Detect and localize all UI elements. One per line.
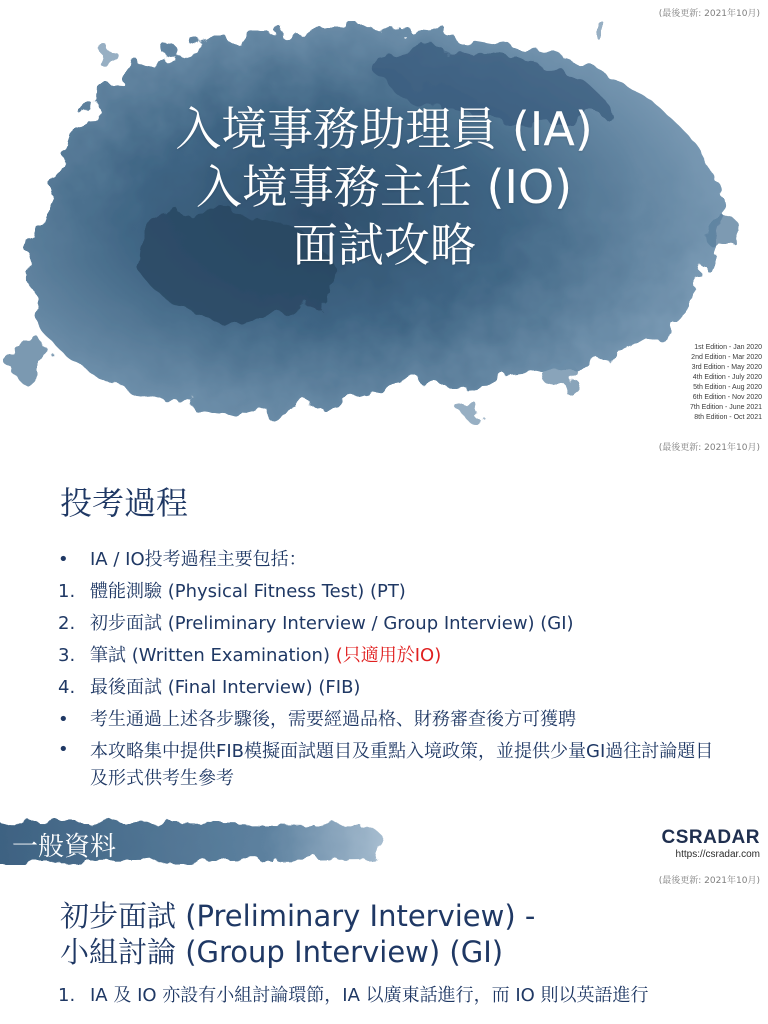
number-marker: 1. — [58, 985, 76, 1006]
number-marker: 1. — [58, 581, 76, 602]
cover-title-line: 入境事務助理員 (IA) — [175, 102, 593, 156]
bullet-marker: • — [58, 739, 69, 760]
edition-entry: 4th Edition - July 2020 — [692, 374, 762, 381]
bullet-marker: • — [58, 709, 69, 730]
cover-title-line: 入境事務主任 (IO) — [195, 160, 573, 214]
cover-title-line: 面試攻略 — [292, 218, 476, 272]
edition-entry: 2nd Edition - Mar 2020 — [691, 354, 762, 361]
list-item — [58, 544, 718, 576]
cover-slide — [0, 0, 768, 432]
bullet-marker: • — [58, 549, 69, 570]
number-marker: 2. — [58, 613, 76, 634]
edition-entry: 7th Edition - June 2021 — [690, 404, 762, 411]
last-updated-note: (最後更新: 2021年10月) — [658, 443, 760, 453]
list-item-text: 最後面試 (Final Interview) (FIB) — [90, 677, 361, 698]
list-item-text: 筆試 (Written Examination) — [90, 645, 336, 666]
group-interview-slide — [0, 868, 768, 1024]
list-item — [58, 672, 718, 704]
slide-heading: 投考過程 — [60, 484, 189, 522]
list-item-text: 考生通過上述各步驟後，需要經過品格、財務審查後方可獲聘 — [90, 709, 576, 730]
list-item-text: IA 及 IO 亦設有小組討論環節，IA 以廣東話進行，而 IO 則以英語進行 — [90, 985, 649, 1006]
cover-title — [0, 100, 768, 274]
brand-url: https://csradar.com — [675, 849, 760, 860]
list-item — [58, 608, 718, 640]
list-item — [58, 704, 718, 736]
edition-history — [690, 343, 762, 423]
list-item — [58, 736, 718, 792]
list-item-text: 體能測驗 (Physical Fitness Test) (PT) — [90, 581, 406, 602]
brand-block — [662, 827, 761, 860]
slide-heading-line: 小組討論 (Group Interview) (GI) — [60, 935, 504, 969]
slide-heading — [60, 898, 535, 970]
process-list — [58, 544, 718, 792]
application-process-slide — [0, 432, 768, 868]
edition-entry: 1st Edition - Jan 2020 — [694, 344, 762, 351]
list-item — [58, 576, 718, 608]
edition-entry: 8th Edition - Oct 2021 — [694, 414, 762, 421]
list-item-text: IA / IO投考過程主要包括： — [90, 549, 307, 570]
last-updated-note: (最後更新: 2021年10月) — [658, 9, 760, 19]
number-marker: 3. — [58, 645, 76, 666]
edition-entry: 5th Edition - Aug 2020 — [693, 384, 762, 391]
last-updated-note: (最後更新: 2021年10月) — [658, 876, 760, 886]
interview-list — [58, 982, 718, 1009]
slide-heading-line: 初步面試 (Preliminary Interview) - — [60, 899, 536, 933]
list-item — [58, 982, 718, 1009]
number-marker: 4. — [58, 677, 76, 698]
brand-logo: CSRADAR — [661, 827, 760, 848]
section-label: 一般資料 — [12, 832, 117, 862]
io-only-note: (只適用於IO) — [335, 645, 442, 666]
edition-entry: 3rd Edition - May 2020 — [691, 364, 762, 371]
edition-entry: 6th Edition - Nov 2020 — [692, 394, 762, 401]
list-item-text: 初步面試 (Preliminary Interview / Group Interview) (GI) — [90, 613, 574, 634]
list-item — [58, 640, 718, 672]
list-item-text: 本攻略集中提供FIB模擬面試題目及重點入境政策，並提供少量GI過往討論題目及形式供考生參考 — [90, 741, 714, 789]
